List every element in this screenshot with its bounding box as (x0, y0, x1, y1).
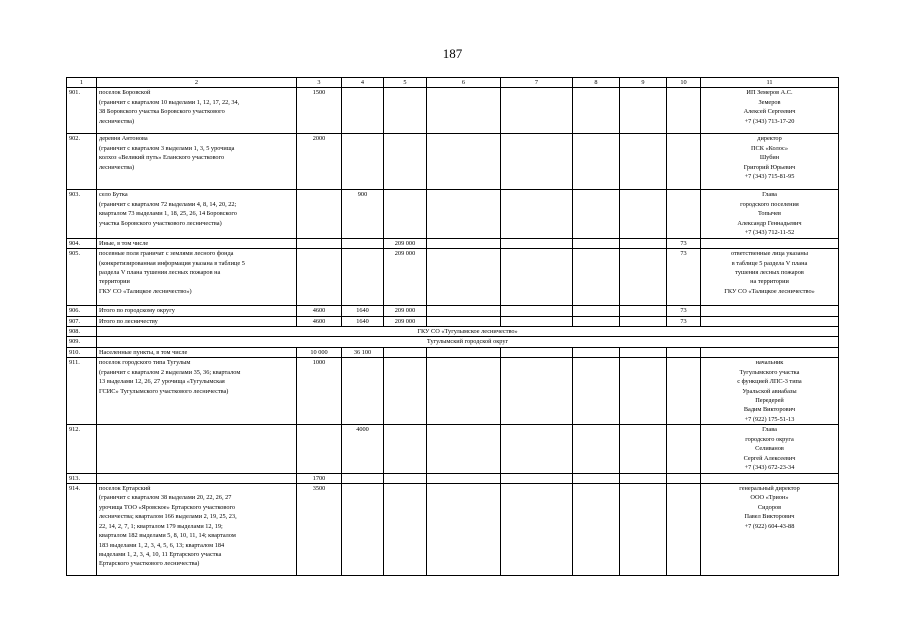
table-row (67, 249, 839, 306)
value-cell (342, 88, 384, 134)
page-number: 187 (442, 46, 463, 61)
table-row (67, 337, 839, 347)
value-cell (620, 134, 667, 190)
value-cell (297, 425, 342, 473)
value-cell (620, 249, 667, 306)
value-cell: 1640 (342, 306, 384, 316)
value-cell: 73 (667, 238, 701, 248)
contact-cell: директор ПСК «Колос» Шубин Григорий Юрьевич +7 (343) 715-81-95 (701, 134, 839, 190)
column-header-11: 11 (701, 78, 839, 88)
row-number: 911. (67, 358, 97, 425)
value-cell (342, 473, 384, 483)
value-cell (427, 88, 501, 134)
column-header-4: 4 (342, 78, 384, 88)
value-cell (427, 425, 501, 473)
value-cell (573, 483, 620, 575)
contact-cell (701, 473, 839, 483)
value-cell (573, 134, 620, 190)
value-cell (384, 425, 427, 473)
settlement-cell: поселок Ертарский (граничит с кварталом 38 выделами 20, 22, 26, 27 урочища ТОО «Яровское» Ертарского участкового лесничества; кварталом 166 выделами 2, 19, 25, 23, 22, 14, 2, 7, 1; кварталом 179 выделами 12, 19; кварталом 182 выделами 5, 8, 10, 11, 14; кварталом 183 выделами 1, 2, 3, 4, 5, 6, 13; кварталом 184 выделами 1, 2, 3, 4, 10, 11 Ертарского участка Ертарского участкового лесничества) (97, 483, 297, 575)
value-cell (620, 358, 667, 425)
value-cell: 36 100 (342, 347, 384, 357)
value-cell: 209 000 (384, 306, 427, 316)
settlement-cell: посевные поля граничат с землями лесного фонда (конкретизированная информация указана в таблице 5 раздела V плана тушения лесных пожаров на территории ГКУ СО «Талицкое лесничество») (97, 249, 297, 306)
value-cell (573, 473, 620, 483)
value-cell (501, 473, 573, 483)
value-cell: 2000 (297, 134, 342, 190)
table-row (67, 473, 839, 483)
value-cell (384, 358, 427, 425)
value-cell (573, 190, 620, 238)
value-cell (573, 358, 620, 425)
value-cell (342, 358, 384, 425)
value-cell (501, 347, 573, 357)
column-header-8: 8 (573, 78, 620, 88)
value-cell: 1500 (297, 88, 342, 134)
value-cell (667, 347, 701, 357)
row-number: 913. (67, 473, 97, 483)
value-cell (620, 88, 667, 134)
settlement-cell: Итого по городскому округу (97, 306, 297, 316)
section-heading: Тугулымский городской округ (97, 337, 839, 347)
value-cell (667, 134, 701, 190)
row-number: 903. (67, 190, 97, 238)
value-cell (620, 316, 667, 326)
settlement-cell: Итого по лесничеству (97, 316, 297, 326)
value-cell (620, 347, 667, 357)
value-cell (501, 425, 573, 473)
table-row (67, 326, 839, 336)
value-cell (427, 316, 501, 326)
settlement-cell: Иные, в том числе (97, 238, 297, 248)
value-cell (501, 306, 573, 316)
value-cell (620, 425, 667, 473)
settlement-cell (97, 473, 297, 483)
contact-cell: Глава городского поселения Топычев Александр Геннадьевич +7 (343) 712-11-52 (701, 190, 839, 238)
contact-cell: генеральный директор ООО «Трион» Сидоров Павел Викторович +7 (922) 604-43-88 (701, 483, 839, 575)
value-cell (667, 190, 701, 238)
settlement-cell: село Бутка (граничит с кварталом 72 выделами 4, 8, 14, 20, 22; кварталом 73 выделами 1, 18, 25, 26, 14 Боровского участка Боровского участкового лесничества) (97, 190, 297, 238)
column-header-10: 10 (667, 78, 701, 88)
value-cell (501, 249, 573, 306)
value-cell (667, 483, 701, 575)
value-cell (501, 483, 573, 575)
section-heading: ГКУ СО «Тугулымское лесничество» (97, 326, 839, 336)
row-number: 904. (67, 238, 97, 248)
value-cell (297, 238, 342, 248)
header-row (67, 78, 839, 88)
column-header-1: 1 (67, 78, 97, 88)
row-number: 902. (67, 134, 97, 190)
value-cell (620, 190, 667, 238)
column-header-7: 7 (501, 78, 573, 88)
value-cell (384, 88, 427, 134)
value-cell (501, 88, 573, 134)
value-cell (573, 347, 620, 357)
column-header-9: 9 (620, 78, 667, 88)
value-cell (573, 238, 620, 248)
contact-cell: ИП Земеров А.С. Земеров Алексей Сергеевич +7 (343) 713-17-20 (701, 88, 839, 134)
value-cell (427, 249, 501, 306)
value-cell (427, 306, 501, 316)
value-cell (501, 190, 573, 238)
contact-cell (701, 238, 839, 248)
contact-cell (701, 306, 839, 316)
value-cell: 4000 (342, 425, 384, 473)
value-cell: 1700 (297, 473, 342, 483)
value-cell: 1640 (342, 316, 384, 326)
table-row (67, 238, 839, 248)
value-cell: 3500 (297, 483, 342, 575)
value-cell (501, 238, 573, 248)
row-number: 908. (67, 326, 97, 336)
settlement-cell: деревня Антонова (граничит с кварталом 3 выделами 1, 3, 5 урочища колхоз «Великий путь» Еланского участкового лесничества) (97, 134, 297, 190)
row-number: 901. (67, 88, 97, 134)
value-cell (384, 347, 427, 357)
value-cell (620, 306, 667, 316)
value-cell (501, 358, 573, 425)
column-header-3: 3 (297, 78, 342, 88)
value-cell (427, 347, 501, 357)
value-cell (297, 190, 342, 238)
row-number: 907. (67, 316, 97, 326)
contact-cell: ответственные лица указаны в таблице 5 раздела V плана тушения лесных пожаров на территории ГКУ СО «Талицкое лесничество» (701, 249, 839, 306)
value-cell (427, 483, 501, 575)
value-cell (427, 358, 501, 425)
contact-cell (701, 347, 839, 357)
table-row (67, 88, 839, 134)
value-cell: 209 000 (384, 316, 427, 326)
value-cell (384, 134, 427, 190)
settlement-cell: Населенные пункты, в том числе (97, 347, 297, 357)
value-cell (667, 473, 701, 483)
value-cell (501, 134, 573, 190)
value-cell (667, 425, 701, 473)
contact-cell: Глава городского округа Селиванов Сергей Алексеевич +7 (343) 672-23-34 (701, 425, 839, 473)
value-cell (573, 316, 620, 326)
value-cell: 1000 (297, 358, 342, 425)
table-row (67, 316, 839, 326)
row-number: 914. (67, 483, 97, 575)
value-cell (384, 483, 427, 575)
table-body (67, 78, 839, 576)
table-row (67, 425, 839, 473)
row-number: 909. (67, 337, 97, 347)
value-cell: 209 000 (384, 249, 427, 306)
value-cell (573, 88, 620, 134)
column-header-6: 6 (427, 78, 501, 88)
value-cell (427, 238, 501, 248)
value-cell (667, 88, 701, 134)
value-cell (667, 358, 701, 425)
row-number: 912. (67, 425, 97, 473)
table-row (67, 483, 839, 575)
contact-cell: начальник Тугулымского участка с функцией ЛПС-3 типа Уральской авиабазы Передерей Вадим Викторович +7 (922) 175-51-13 (701, 358, 839, 425)
settlement-cell (97, 425, 297, 473)
table-row (67, 347, 839, 357)
row-number: 905. (67, 249, 97, 306)
contact-cell (701, 316, 839, 326)
value-cell (620, 483, 667, 575)
fire-plan-table (66, 77, 839, 576)
value-cell (342, 238, 384, 248)
value-cell: 209 000 (384, 238, 427, 248)
value-cell (342, 134, 384, 190)
value-cell: 73 (667, 316, 701, 326)
value-cell (573, 249, 620, 306)
row-number: 910. (67, 347, 97, 357)
value-cell: 73 (667, 249, 701, 306)
table-row (67, 190, 839, 238)
value-cell (297, 249, 342, 306)
value-cell (427, 190, 501, 238)
value-cell (342, 249, 384, 306)
settlement-cell: поселок Боровской (граничит с кварталом 10 выделами 1, 12, 17, 22, 34, 38 Боровского участка Боровского участкового лесничества) (97, 88, 297, 134)
value-cell (573, 306, 620, 316)
value-cell (620, 473, 667, 483)
table-row (67, 306, 839, 316)
value-cell: 73 (667, 306, 701, 316)
row-number: 906. (67, 306, 97, 316)
value-cell (427, 134, 501, 190)
settlement-cell: поселок городского типа Тугулым (граничит с кварталом 2 выделами 35, 36; кварталом 13 выделами 12, 26, 27 урочища «Тугулымская ГСИС» Тугулымского участкового лесничества) (97, 358, 297, 425)
value-cell (342, 483, 384, 575)
column-header-2: 2 (97, 78, 297, 88)
value-cell: 900 (342, 190, 384, 238)
column-header-5: 5 (384, 78, 427, 88)
table-row (67, 134, 839, 190)
value-cell: 10 000 (297, 347, 342, 357)
value-cell (427, 473, 501, 483)
table-row (67, 358, 839, 425)
value-cell: 4600 (297, 316, 342, 326)
value-cell (384, 190, 427, 238)
value-cell: 4600 (297, 306, 342, 316)
value-cell (501, 316, 573, 326)
value-cell (573, 425, 620, 473)
value-cell (620, 238, 667, 248)
value-cell (384, 473, 427, 483)
